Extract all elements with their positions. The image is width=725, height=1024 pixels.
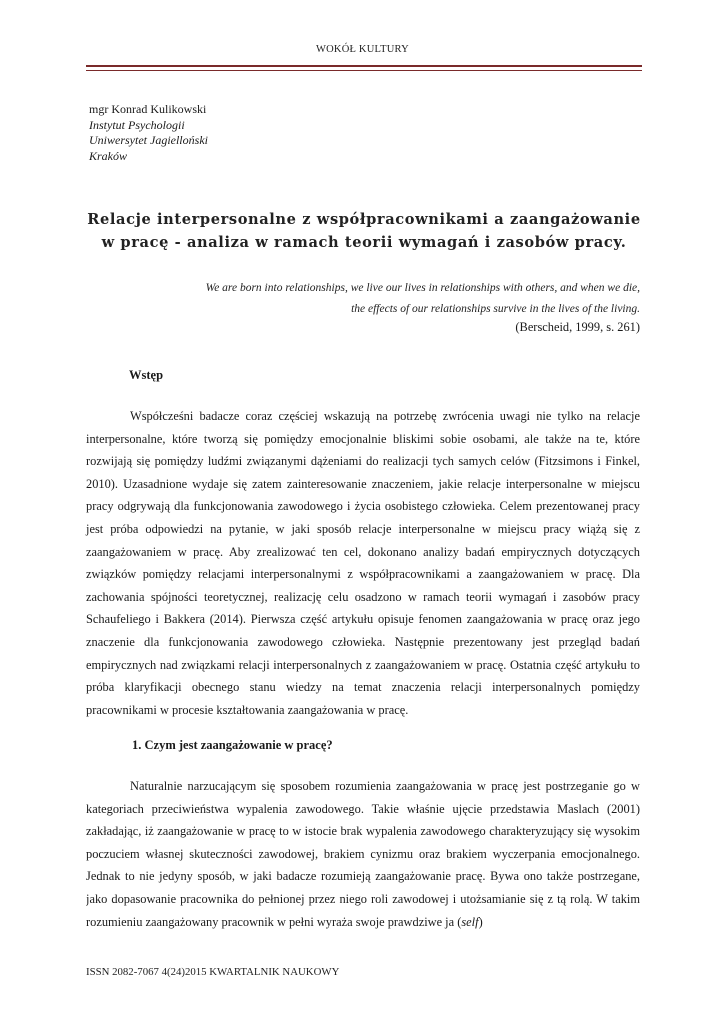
- running-header: WOKÓŁ KULTURY: [316, 44, 409, 55]
- article-title: [86, 208, 642, 254]
- title-line-1: Relacje interpersonalne z współpracownikami a zaangażowanie: [87, 211, 641, 228]
- section-1-text: Naturalnie narzucającym się sposobem rozumienia zaangażowania w pracę jest postrzeganie go w kategoriach przeciwieństwa wypalenia zawodowego. Takie właśnie ujęcie przedstawia Maslach (2001) zakładając, iż zaangażowanie w pracę to w istocie brak wypalenia zawodowego charakteryzujący się wysokim poczuciem własnej skuteczności zawodowej, brakiem cynizmu oraz brakiem wyczerpania emocjonalnego. Jednak to nie jedyny sposób, w jaki badacze rozumieją zaangażowanie pracę. Bywa ono także postrzegane, jako dopasowanie pracownika do pełnionej przez niego roli zawodowej i utożsamianie się z tą rolą. W takim rozumieniu zaangażowany pracownik w pełni wyraża swoje prawdziwe ja (: [86, 779, 640, 929]
- author-institute: Instytut Psychologii: [89, 117, 185, 132]
- author-city: Kraków: [89, 148, 128, 163]
- page-footer: ISSN 2082-7067 4(24)2015 KWARTALNIK NAUKOWY: [86, 966, 340, 978]
- section-1-emphasis: self: [461, 914, 479, 929]
- header-rule-thin: [86, 70, 642, 71]
- author-university: Uniwersytet Jagielloński: [89, 133, 208, 147]
- section-heading-intro: Wstęp: [129, 368, 164, 382]
- title-line-2: w pracę - analiza w ramach teorii wymagań i zasobów pracy.: [101, 234, 627, 251]
- author-block: [89, 102, 208, 164]
- header-rule-thick: [86, 65, 642, 67]
- intro-paragraph: Współcześni badacze coraz częściej wskazują na potrzebę zwrócenia uwagi nie tylko na relacje interpersonalne, które tworzą się pomiędzy emocjonalnie bliskimi sobie osobami, ale także na te, które rozwijają się pomiędzy ludźmi związanymi dążeniami do realizacji tych samych celów (Fitzsimons i Finkel, 2010). Uzasadnione wydaje się zatem zainteresowanie znaczeniem, jakie relacje interpersonalne w miejscu pracy odgrywają dla funkcjonowania zawodowego i życia osobistego człowieka. Celem prezentowanej pracy jest próba odpowiedzi na pytanie, w jaki sposób relacje interpersonalne w miejscu pracy wiążą się z zaangażowaniem w pracę. Aby zrealizować ten cel, dokonano analizy badań empirycznych dotyczących związków pomiędzy relacjami interpersonalnymi z współpracownikami a zaangażowaniem w pracę. Dla zachowania spójności teoretycznej, realizację celu osadzono w ramach teorii wymagań i zasobów pracy Schaufeliego i Bakkera (2014). Pierwsza część artykułu opisuje fenomen zaangażowania w pracę oraz jego znaczenie dla funkcjonowania zawodowego człowieka. Następnie prezentowany jest przegląd badań empirycznych nad związkami relacji interpersonalnych z zaangażowaniem w pracę. Ostatnia część artykułu to próba klaryfikacji obecnego stanu wiedzy na temat znaczenia relacji interpersonalnych pomiędzy pracownikami w procesie kształtowania zaangażowania w pracę.: [86, 409, 640, 717]
- epigraph: [150, 278, 640, 320]
- epigraph-line-2: the effects of our relationships survive in the lives of the living.: [351, 303, 640, 315]
- section-1-text-end: ): [478, 914, 483, 929]
- section-heading-1: 1. Czym jest zaangażowanie w pracę?: [132, 738, 333, 752]
- epigraph-citation: (Berscheid, 1999, s. 261): [515, 320, 640, 334]
- section-1-paragraph: [86, 775, 640, 940]
- epigraph-line-1: We are born into relationships, we live our lives in relationships with others, and when we die,: [205, 282, 640, 294]
- author-name: mgr Konrad Kulikowski: [89, 102, 207, 116]
